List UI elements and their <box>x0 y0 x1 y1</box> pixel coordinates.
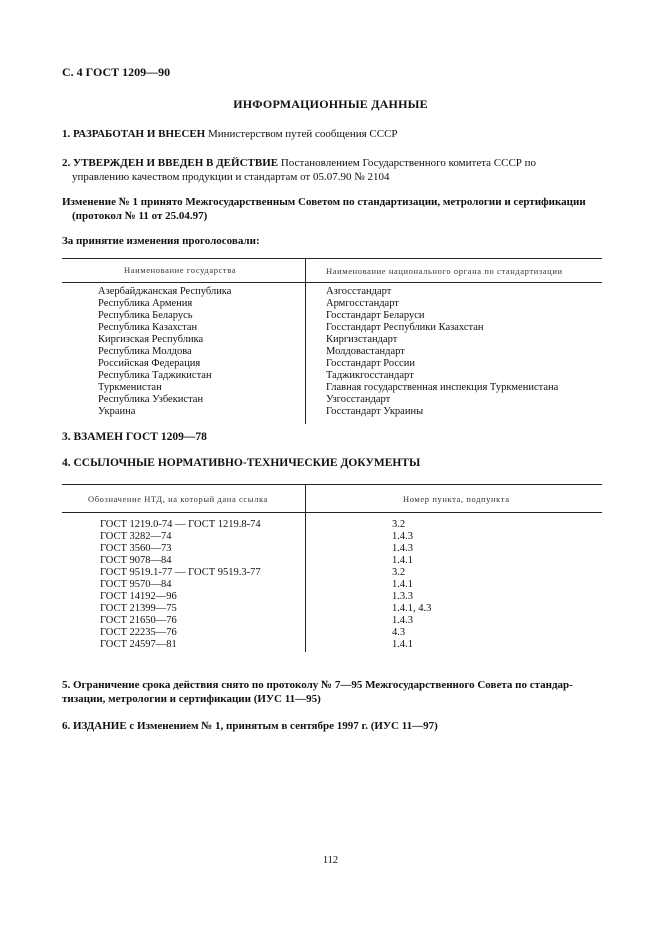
table-row: 1.4.1 <box>392 555 413 566</box>
table-row: ГОСТ 14192—96 <box>100 591 177 602</box>
table2-header-point: Номер пункта, подпункта <box>403 494 510 504</box>
table2-header-rule <box>62 512 602 513</box>
table1-header-state: Наименование государства <box>124 265 237 275</box>
table1-states-column <box>98 286 231 418</box>
table-row: Госстандарт России <box>326 358 415 369</box>
page-number: 112 <box>322 855 339 866</box>
item-approved-lead: 2. УТВЕРЖДЕН И ВВЕДЕН В ДЕЙСТВИЕ <box>62 157 279 169</box>
table-row: Азгосстандарт <box>326 286 392 297</box>
table2-header-doc: Обозначение НТД, на который дана ссылка <box>88 494 268 504</box>
table-row: 1.4.1 <box>392 579 413 590</box>
item-approved-text: Постановлением Государственного комитета СССР по <box>278 157 537 169</box>
amendment-note <box>62 195 612 223</box>
table-row: 1.4.1 <box>392 639 413 650</box>
table-row: Республика Узбекистан <box>98 394 204 405</box>
table-row: 1.4.3 <box>392 615 413 626</box>
table-row: 1.4.3 <box>392 543 413 554</box>
table-row: Украина <box>98 406 136 417</box>
item-developed <box>62 127 622 141</box>
table1-header-body: Наименование национального органа по стандартизации <box>326 266 563 276</box>
table-row: Молдовастандарт <box>326 346 405 357</box>
table2-docs-column <box>100 519 261 651</box>
item-restriction-line2: тизации, метрологии и сертификации (ИУС 11—95) <box>62 693 321 705</box>
table-row: ГОСТ 1219.0-74 — ГОСТ 1219.8-74 <box>100 519 261 530</box>
table-row: Госстандарт Беларуси <box>326 310 425 321</box>
table1-divider <box>305 258 306 424</box>
table-row: Азербайджанская Республика <box>98 286 232 297</box>
table-row: Туркменистан <box>98 382 162 393</box>
table2-divider <box>305 484 306 652</box>
table-row: 1.4.3 <box>392 531 413 542</box>
section-title: ИНФОРМАЦИОННЫЕ ДАННЫЕ <box>233 97 428 111</box>
table2-points-column <box>392 519 431 651</box>
table-row: ГОСТ 21650—76 <box>100 615 177 626</box>
item-restriction-line1: 5. Ограничение срока действия снято по протоколу № 7—95 Межгосударственного Совета по стандар- <box>62 679 573 691</box>
table1-bodies-column <box>326 286 558 418</box>
table-row: Главная государственная инспекция Туркменистана <box>326 382 559 393</box>
table-row: Киргизская Республика <box>98 334 204 345</box>
table-row: ГОСТ 22235—76 <box>100 627 177 638</box>
item-developed-text: Министерством путей сообщения СССР <box>205 128 398 140</box>
table-row: ГОСТ 3560—73 <box>100 543 172 554</box>
page-header: С. 4 ГОСТ 1209—90 <box>62 65 171 79</box>
table-row: Республика Таджикистан <box>98 370 212 381</box>
amendment-line2: (протокол № 11 от 25.04.97) <box>72 210 208 222</box>
voted-label: За принятие изменения проголосовали: <box>62 235 260 247</box>
section-references: 4. ССЫЛОЧНЫЕ НОРМАТИВНО-ТЕХНИЧЕСКИЕ ДОКУМЕНТЫ <box>62 457 421 469</box>
table-row: Армгосстандарт <box>326 298 399 309</box>
table-row: Госстандарт Украины <box>326 406 424 417</box>
table2-top-rule <box>62 484 602 485</box>
table-row: Республика Молдова <box>98 346 192 357</box>
table-row: Республика Казахстан <box>98 322 198 333</box>
table1-header-rule <box>62 282 602 283</box>
item-approved <box>62 156 602 184</box>
table-row: Госстандарт Республики Казахстан <box>326 322 484 333</box>
item-developed-lead: 1. РАЗРАБОТАН И ВНЕСЕН <box>62 128 206 140</box>
table-row: Киргизстандарт <box>326 334 398 345</box>
item-approved-continuation: управлению качеством продукции и стандартам от 05.07.90 № 2104 <box>72 171 390 183</box>
item-restriction <box>62 678 607 706</box>
table-row: Таджикгосстандарт <box>326 370 414 381</box>
section-replaced: 3. ВЗАМЕН ГОСТ 1209—78 <box>62 431 207 443</box>
table-row: ГОСТ 9570—84 <box>100 579 172 590</box>
table-row: ГОСТ 21399—75 <box>100 603 177 614</box>
amendment-line1: Изменение № 1 принято Межгосударственным Советом по стандартизации, метрологии и сертификации <box>62 196 586 208</box>
table-row: Российская Федерация <box>98 358 201 369</box>
table-row: ГОСТ 24597—81 <box>100 639 177 650</box>
table-row: ГОСТ 9519.1-77 — ГОСТ 9519.3-77 <box>100 567 261 578</box>
table-row: 1.4.1, 4.3 <box>392 603 432 614</box>
table-row: Республика Беларусь <box>98 310 193 321</box>
table1-top-rule <box>62 258 602 259</box>
table-row: 4.3 <box>392 627 406 638</box>
item-edition: 6. ИЗДАНИЕ с Изменением № 1, принятым в сентябре 1997 г. (ИУС 11—97) <box>62 720 438 732</box>
table-row: Республика Армения <box>98 298 193 309</box>
table-row: ГОСТ 3282—74 <box>100 531 172 542</box>
table-row: 3.2 <box>392 519 406 530</box>
table-row: Узгосстандарт <box>326 394 391 405</box>
table-row: ГОСТ 9078—84 <box>100 555 172 566</box>
table-row: 3.2 <box>392 567 406 578</box>
table-row: 1.3.3 <box>392 591 413 602</box>
